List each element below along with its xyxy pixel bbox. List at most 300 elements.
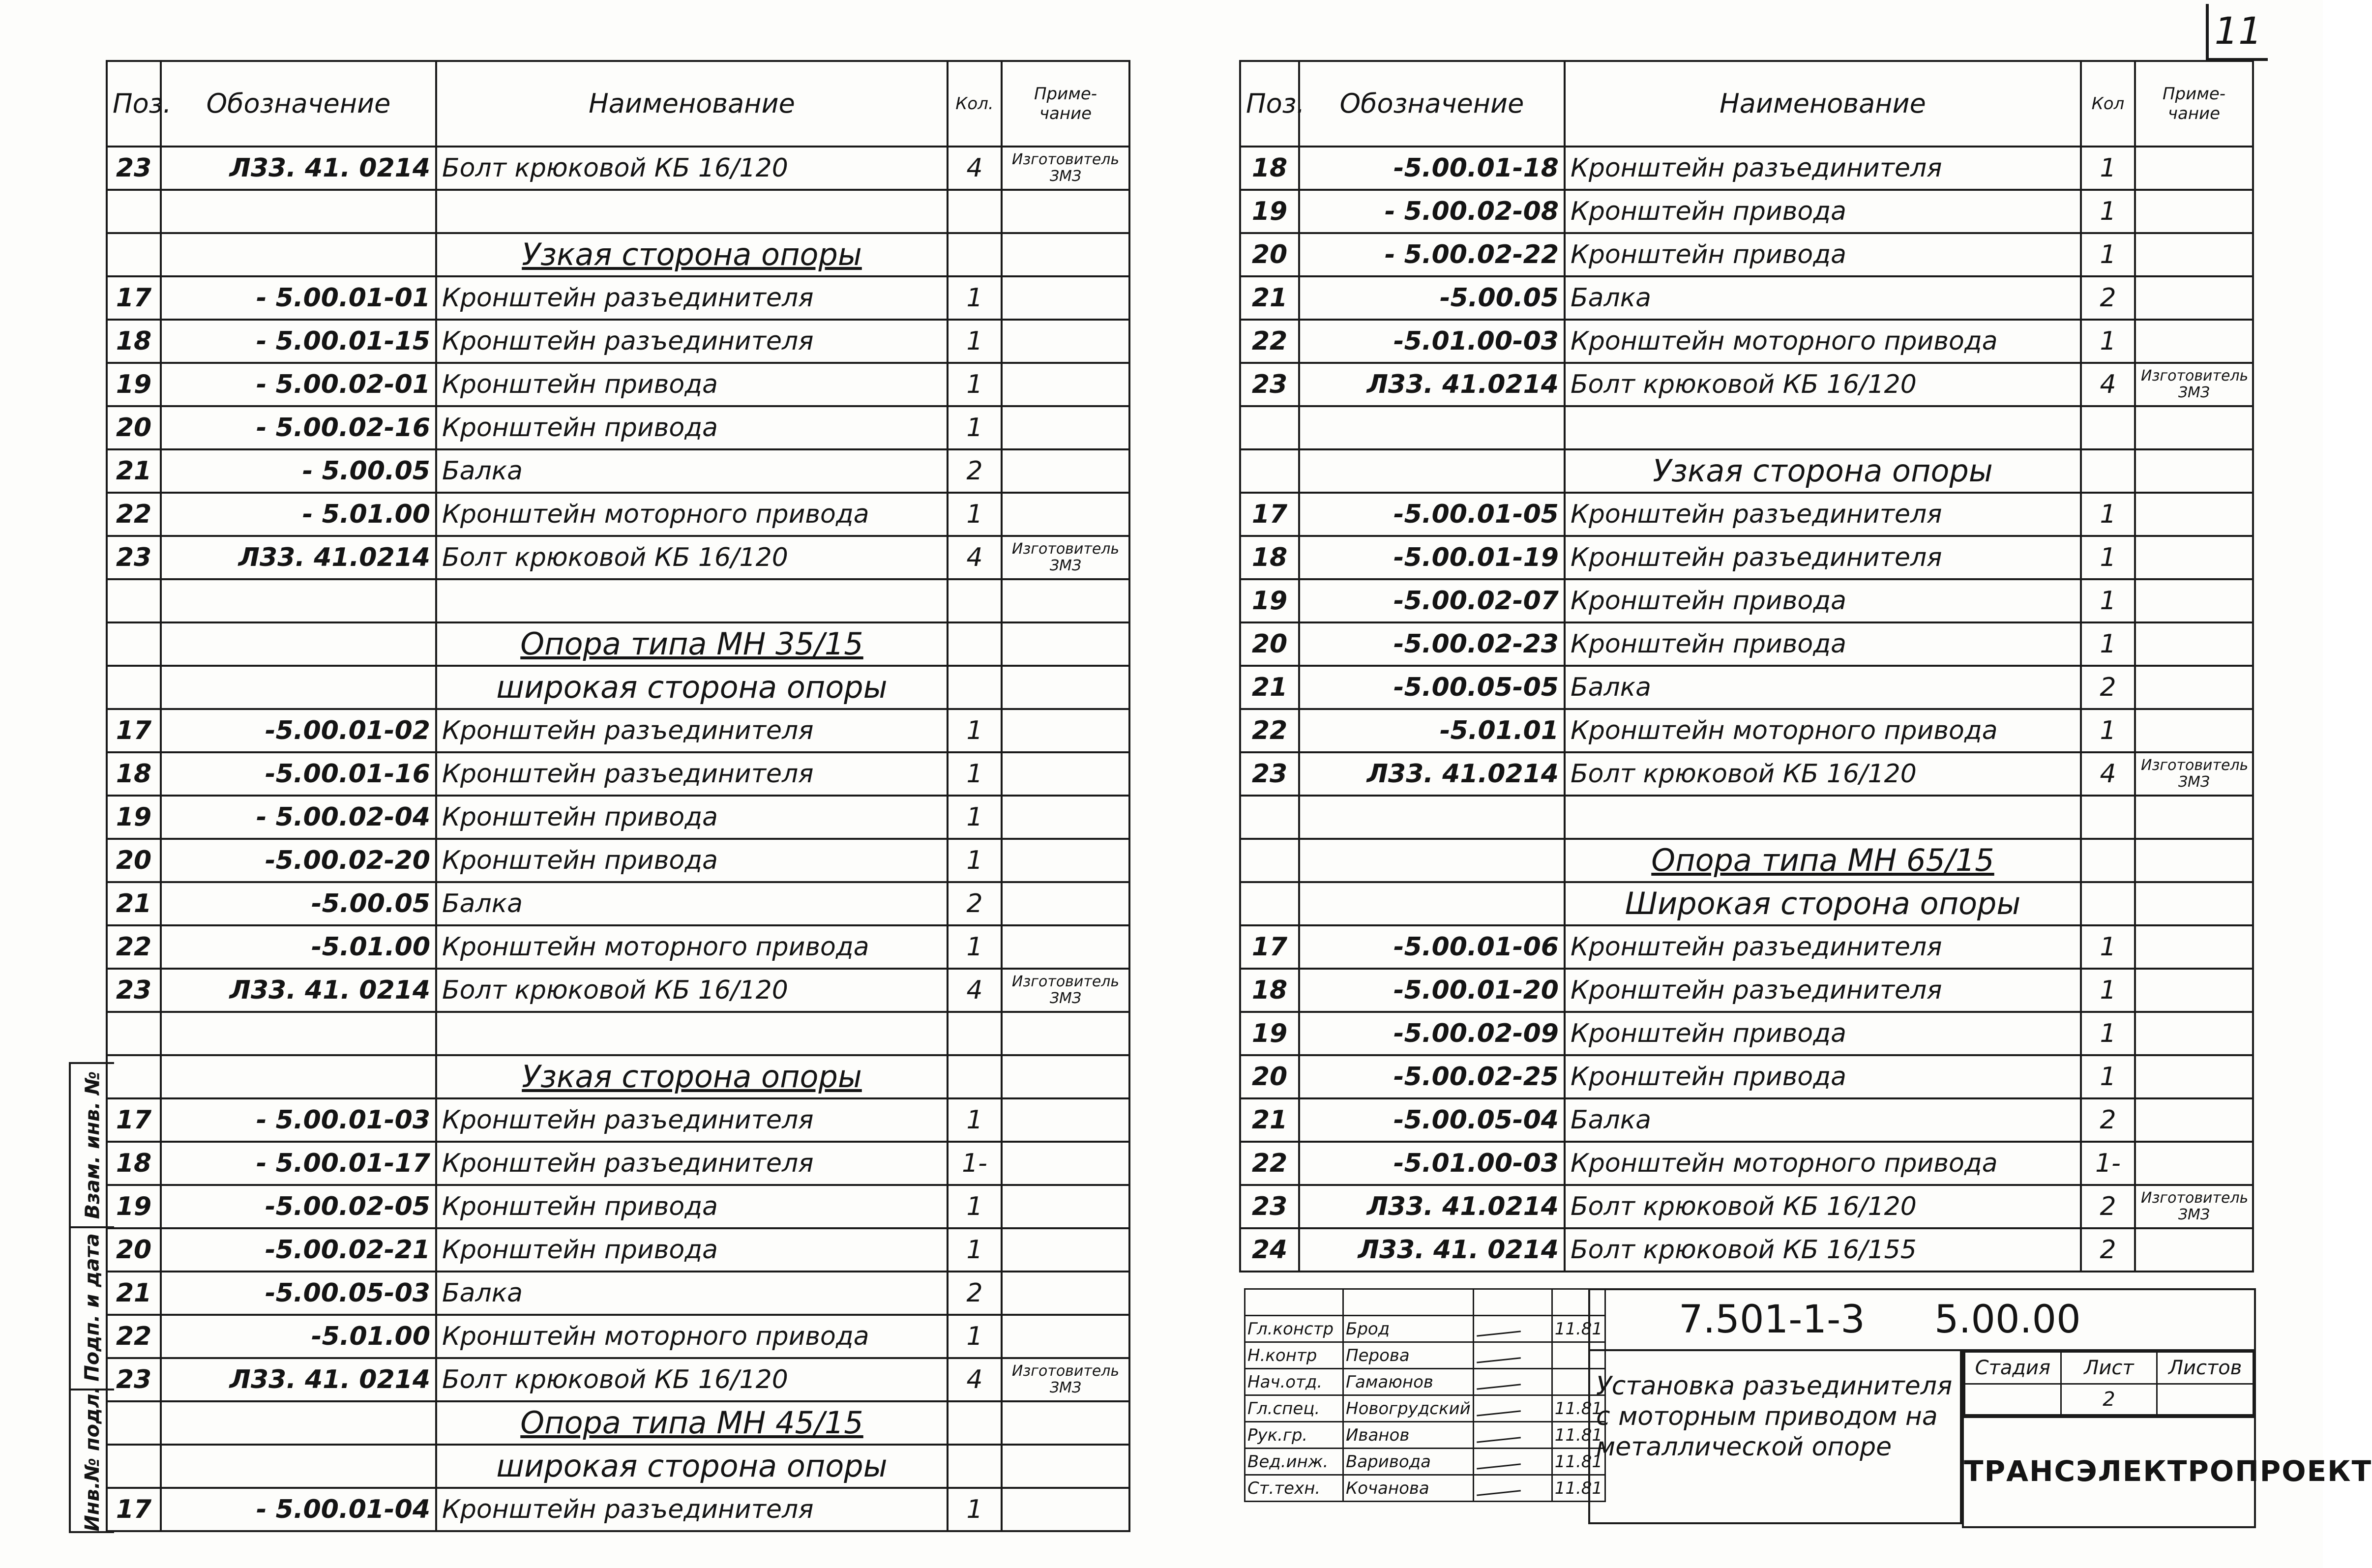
name-cell: Болт крюковой КБ 16/120 [436, 536, 948, 579]
name-cell: Кронштейн привода [1565, 233, 2081, 276]
designation-cell: -5.00.02-09 [1299, 1012, 1565, 1055]
doc-code: 5.00.00 [1934, 1298, 2081, 1342]
table-row [1240, 536, 2253, 579]
qty-cell: 1 [2081, 1012, 2135, 1055]
blank-row [107, 190, 1129, 233]
designation-cell: - 5.01.00 [161, 493, 436, 536]
qty-cell: 1 [948, 752, 1002, 796]
note-cell [1002, 1055, 1129, 1098]
note-cell [2135, 406, 2253, 449]
pos-cell: 19 [1240, 1012, 1299, 1055]
pos-cell [1240, 839, 1299, 882]
name-cell: Кронштейн моторного привода [436, 1315, 948, 1358]
name-cell: Кронштейн разъединителя [436, 1098, 948, 1142]
note-cell [1002, 1488, 1129, 1531]
designation-cell [161, 1401, 436, 1445]
note-cell [1002, 1272, 1129, 1315]
signature-date: 11.81 [1552, 1422, 1605, 1449]
qty-cell [2081, 449, 2135, 493]
signature-role: Гл.спец. [1245, 1395, 1343, 1422]
qty-cell [948, 666, 1002, 709]
designation-cell [1299, 449, 1565, 493]
pos-cell [1240, 406, 1299, 449]
name-cell: Кронштейн разъединителя [1565, 147, 2081, 190]
qty-cell [948, 1012, 1002, 1055]
table-row [1240, 147, 2253, 190]
qty-cell: 2 [2081, 1098, 2135, 1142]
note-cell [1002, 1012, 1129, 1055]
name-cell: Кронштейн привода [1565, 1012, 2081, 1055]
designation-cell: -5.00.02-07 [1299, 579, 1565, 622]
note-cell [1002, 882, 1129, 925]
designation-cell: -5.00.01-18 [1299, 147, 1565, 190]
table-row [107, 796, 1129, 839]
name-cell: Балка [1565, 1098, 2081, 1142]
note-cell [2135, 839, 2253, 882]
section-header-row [107, 1055, 1129, 1098]
spacer-cell [1245, 1289, 1343, 1316]
designation-cell: -5.00.01-05 [1299, 493, 1565, 536]
name-cell: Балка [436, 882, 948, 925]
designation-cell: - 5.00.02-01 [161, 363, 436, 406]
qty-cell: 1 [2081, 320, 2135, 363]
name-cell: Балка [1565, 276, 2081, 320]
note-cell [1002, 709, 1129, 752]
designation-cell: -5.01.00 [161, 1315, 436, 1358]
signature-row [1245, 1369, 1605, 1395]
table-row [107, 1315, 1129, 1358]
name-cell: Болт крюковой КБ 16/120 [1565, 752, 2081, 796]
stamp-cell [71, 1064, 114, 1228]
note-cell [2135, 1228, 2253, 1272]
table-row [107, 493, 1129, 536]
qty-cell: 1 [948, 1098, 1002, 1142]
designation-cell: Л33. 41. 0214 [161, 969, 436, 1012]
title-block [1244, 1288, 2372, 1524]
signature-spacer-row [1245, 1289, 1605, 1316]
name-cell: Балка [1565, 666, 2081, 709]
note-cell [2135, 1012, 2253, 1055]
designation-cell: -5.00.05-05 [1299, 666, 1565, 709]
note-cell [1002, 1098, 1129, 1142]
table-row [1240, 233, 2253, 276]
pos-cell: 23 [1240, 1185, 1299, 1228]
name-cell: Кронштейн привода [436, 839, 948, 882]
pos-cell [107, 1012, 161, 1055]
signature-role: Рук.гр. [1245, 1422, 1343, 1449]
table-row [1240, 1228, 2253, 1272]
name-cell: Кронштейн разъединителя [436, 752, 948, 796]
note-cell [1002, 579, 1129, 622]
section-title-text: Опора типа МН 65/15 [1651, 842, 1994, 878]
name-cell: Кронштейн моторного привода [436, 925, 948, 969]
pos-cell: 20 [107, 406, 161, 449]
section-title [1565, 839, 2081, 882]
designation-cell: -5.01.00 [161, 925, 436, 969]
qty-cell: 1 [948, 276, 1002, 320]
spacer-cell [1343, 1289, 1474, 1316]
designation-cell: - 5.00.01-15 [161, 320, 436, 363]
note-cell [2135, 709, 2253, 752]
table-row [1240, 1142, 2253, 1185]
col-pos-header: Поз. [1240, 61, 1299, 147]
section-title [1565, 796, 2081, 839]
pos-cell [107, 1445, 161, 1488]
designation-cell: - 5.00.02-16 [161, 406, 436, 449]
table-row [1240, 925, 2253, 969]
section-title [1565, 449, 2081, 493]
designation-cell [161, 579, 436, 622]
designation-cell: - 5.00.02-22 [1299, 233, 1565, 276]
pos-cell: 21 [107, 449, 161, 493]
name-cell: Кронштейн привода [436, 796, 948, 839]
table-row [107, 1098, 1129, 1142]
qty-cell: 4 [948, 147, 1002, 190]
section-title-text: Широкая сторона опоры [1625, 886, 2021, 921]
section-title-text: Узкая сторона опоры [522, 1059, 862, 1095]
note-cell: Изготовитель ЗМЗ [1002, 536, 1129, 579]
pos-cell: 17 [107, 709, 161, 752]
section-header-row [107, 622, 1129, 666]
col-designation-header: Обозначение [1299, 61, 1565, 147]
designation-cell [161, 1012, 436, 1055]
section-title-text: Опора типа МН 45/15 [520, 1405, 863, 1441]
qty-cell [948, 1401, 1002, 1445]
blank-row [107, 579, 1129, 622]
section-title [436, 666, 948, 709]
name-cell: Кронштейн разъединителя [436, 1142, 948, 1185]
note-cell [1002, 449, 1129, 493]
blank-row [1240, 406, 2253, 449]
signature-mark [1473, 1342, 1552, 1369]
designation-cell: - 5.00.02-08 [1299, 190, 1565, 233]
qty-cell: 4 [948, 969, 1002, 1012]
section-title-text: Опора типа МН 35/15 [520, 626, 863, 662]
note-cell [1002, 1228, 1129, 1272]
qty-cell: 1 [2081, 1055, 2135, 1098]
col-qty-header: Кол [2081, 61, 2135, 147]
designation-cell: -5.00.02-21 [161, 1228, 436, 1272]
table-row [107, 276, 1129, 320]
designation-cell [1299, 796, 1565, 839]
table-header [1240, 61, 2253, 147]
pos-cell: 23 [107, 147, 161, 190]
qty-cell [2081, 406, 2135, 449]
pos-cell: 19 [107, 796, 161, 839]
signature-row [1245, 1316, 1605, 1342]
pos-cell: 18 [1240, 536, 1299, 579]
table-row [107, 1228, 1129, 1272]
note-cell [1002, 276, 1129, 320]
designation-cell: -5.00.01-02 [161, 709, 436, 752]
signature-role: Гл.констр [1245, 1316, 1343, 1342]
designation-cell: -5.00.01-16 [161, 752, 436, 796]
section-title [436, 233, 948, 276]
table-row [1240, 709, 2253, 752]
spacer-cell [1473, 1289, 1552, 1316]
table-row [107, 969, 1129, 1012]
qty-cell: 1 [2081, 233, 2135, 276]
note-cell [1002, 1185, 1129, 1228]
pos-cell: 22 [1240, 709, 1299, 752]
note-cell [2135, 579, 2253, 622]
pos-cell: 17 [107, 1488, 161, 1531]
name-cell: Кронштейн привода [436, 406, 948, 449]
signature-date: 11.81 [1552, 1475, 1605, 1502]
qty-cell [948, 1445, 1002, 1488]
qty-cell: 1 [2081, 709, 2135, 752]
stage-value [1965, 1384, 2061, 1416]
qty-cell: 1- [948, 1142, 1002, 1185]
title-line: металлической опоре [1596, 1432, 1892, 1462]
handwritten-signature-icon [1476, 1347, 1521, 1363]
note-cell [2135, 233, 2253, 276]
qty-cell: 2 [948, 882, 1002, 925]
designation-cell: Л33. 41. 0214 [161, 1358, 436, 1401]
signature-mark [1473, 1475, 1552, 1502]
note-cell [1002, 796, 1129, 839]
pos-cell [1240, 449, 1299, 493]
note-cell [2135, 320, 2253, 363]
pos-cell: 21 [107, 1272, 161, 1315]
pos-cell: 19 [107, 363, 161, 406]
name-cell: Кронштейн разъединителя [1565, 493, 2081, 536]
sheet-number: 11 [2206, 4, 2268, 61]
pos-cell: 24 [1240, 1228, 1299, 1272]
handwritten-signature-icon [1476, 1400, 1521, 1416]
name-cell: Кронштейн привода [436, 363, 948, 406]
note-cell [2135, 1098, 2253, 1142]
left-spec-table [106, 60, 1130, 1532]
note-cell [2135, 276, 2253, 320]
qty-cell: 4 [2081, 752, 2135, 796]
right-spec-table [1239, 60, 2254, 1272]
designation-cell: -5.01.00-03 [1299, 320, 1565, 363]
section-title-text: Узкая сторона опоры [522, 237, 862, 272]
table-row [1240, 1185, 2253, 1228]
name-cell: Кронштейн разъединителя [1565, 536, 2081, 579]
designation-cell: -5.01.01 [1299, 709, 1565, 752]
signature-rows [1245, 1289, 1605, 1502]
name-cell: Кронштейн разъединителя [1565, 925, 2081, 969]
designation-cell [161, 1055, 436, 1098]
designation-cell: -5.00.05 [161, 882, 436, 925]
left-spec-body [107, 61, 1129, 1531]
table-row [1240, 666, 2253, 709]
qty-cell: 1 [948, 839, 1002, 882]
pos-cell [107, 233, 161, 276]
pos-cell: 17 [107, 1098, 161, 1142]
note-cell [2135, 925, 2253, 969]
qty-cell: 1- [2081, 1142, 2135, 1185]
signature-name: Новогрудский [1343, 1395, 1474, 1422]
qty-cell [2081, 796, 2135, 839]
qty-cell: 1 [948, 796, 1002, 839]
designation-cell [161, 1445, 436, 1488]
name-cell: Кронштейн разъединителя [436, 1488, 948, 1531]
note-cell [1002, 320, 1129, 363]
pos-cell: 20 [1240, 1055, 1299, 1098]
signature-name: Гамаюнов [1343, 1369, 1474, 1395]
note-cell: Изготовитель ЗМЗ [1002, 147, 1129, 190]
note-cell [2135, 969, 2253, 1012]
qty-cell: 2 [2081, 1228, 2135, 1272]
table-row [107, 709, 1129, 752]
handwritten-signature-icon [1476, 1453, 1521, 1469]
title-line: Установка разъединителя [1596, 1371, 1953, 1401]
signature-date: 11.81 [1552, 1316, 1605, 1342]
name-cell: Кронштейн разъединителя [436, 320, 948, 363]
title-line: с моторным приводом на [1596, 1402, 1938, 1431]
pos-cell [1240, 796, 1299, 839]
signature-row [1245, 1395, 1605, 1422]
table-row [1240, 276, 2253, 320]
pos-cell [107, 1055, 161, 1098]
name-cell: Кронштейн привода [436, 1185, 948, 1228]
section-title [436, 1055, 948, 1098]
note-cell [2135, 536, 2253, 579]
signature-row [1245, 1422, 1605, 1449]
sheets-value [2157, 1384, 2253, 1416]
pos-cell: 19 [1240, 190, 1299, 233]
note-cell [1002, 839, 1129, 882]
document-title [1588, 1349, 1962, 1524]
qty-cell: 1 [2081, 579, 2135, 622]
signature-role: Н.контр [1245, 1342, 1343, 1369]
pos-cell: 18 [107, 320, 161, 363]
pos-cell: 22 [107, 1315, 161, 1358]
handwritten-signature-icon [1476, 1321, 1521, 1336]
designation-cell: -5.00.01-06 [1299, 925, 1565, 969]
pos-cell: 21 [107, 882, 161, 925]
designation-cell: -5.00.01-20 [1299, 969, 1565, 1012]
name-cell: Кронштейн разъединителя [1565, 969, 2081, 1012]
name-cell: Кронштейн привода [1565, 1055, 2081, 1098]
qty-cell: 1 [948, 493, 1002, 536]
pos-cell: 19 [1240, 579, 1299, 622]
pos-cell: 23 [107, 536, 161, 579]
stamp-cell [71, 1226, 114, 1390]
col-name-header: Наименование [436, 61, 948, 147]
pos-cell: 18 [1240, 147, 1299, 190]
pos-cell: 22 [107, 493, 161, 536]
table-row [1240, 752, 2253, 796]
col-pos-header: Поз. [107, 61, 161, 147]
table-row [107, 752, 1129, 796]
note-cell [2135, 622, 2253, 666]
pos-cell: 23 [107, 1358, 161, 1401]
note-cell: Изготовитель ЗМЗ [1002, 969, 1129, 1012]
qty-cell: 2 [948, 449, 1002, 493]
table-row [1240, 969, 2253, 1012]
pos-cell: 21 [1240, 666, 1299, 709]
pos-cell: 22 [1240, 320, 1299, 363]
designation-cell: Л33. 41.0214 [1299, 363, 1565, 406]
signature-name: Варивода [1343, 1449, 1474, 1475]
pos-cell: 23 [107, 969, 161, 1012]
signature-mark [1473, 1395, 1552, 1422]
blank-row [107, 1012, 1129, 1055]
section-title [1565, 882, 2081, 925]
qty-cell: 4 [2081, 363, 2135, 406]
name-cell: Кронштейн моторного привода [1565, 1142, 2081, 1185]
name-cell: Кронштейн разъединителя [436, 709, 948, 752]
pos-cell [107, 579, 161, 622]
qty-cell [948, 233, 1002, 276]
qty-cell: 1 [948, 1315, 1002, 1358]
designation-cell: - 5.00.01-17 [161, 1142, 436, 1185]
signature-mark [1473, 1422, 1552, 1449]
qty-cell [948, 579, 1002, 622]
note-cell [1002, 1401, 1129, 1445]
signature-name: Иванов [1343, 1422, 1474, 1449]
qty-cell: 1 [948, 1488, 1002, 1531]
designation-cell: -5.00.02-05 [161, 1185, 436, 1228]
blank-row [1240, 796, 2253, 839]
handwritten-signature-icon [1476, 1427, 1521, 1443]
signature-grid [1244, 1288, 1606, 1502]
pos-cell: 22 [1240, 1142, 1299, 1185]
table-row [1240, 1055, 2253, 1098]
table-row [107, 406, 1129, 449]
sheet-label: Лист [2061, 1352, 2157, 1384]
table-row [107, 147, 1129, 190]
name-cell: Кронштейн разъединителя [436, 276, 948, 320]
section-title [436, 190, 948, 233]
table-row [1240, 363, 2253, 406]
table-row [1240, 622, 2253, 666]
pos-cell [107, 622, 161, 666]
note-cell: Изготовитель ЗМЗ [2135, 1185, 2253, 1228]
section-header-row [107, 1401, 1129, 1445]
table-row [1240, 1098, 2253, 1142]
designation-cell [1299, 882, 1565, 925]
signature-name: Брод [1343, 1316, 1474, 1342]
qty-cell: 1 [948, 406, 1002, 449]
section-title [436, 1012, 948, 1055]
signature-name: Кочанова [1343, 1475, 1474, 1502]
designation-cell: -5.00.01-19 [1299, 536, 1565, 579]
note-cell [2135, 147, 2253, 190]
note-cell [1002, 666, 1129, 709]
note-cell [2135, 666, 2253, 709]
pos-cell: 23 [1240, 752, 1299, 796]
name-cell: Болт крюковой КБ 16/155 [1565, 1228, 2081, 1272]
qty-cell: 2 [948, 1272, 1002, 1315]
stamp-label: Инв.№ подл. [81, 1386, 104, 1532]
designation-cell: Л33. 41. 0214 [1299, 1228, 1565, 1272]
qty-cell: 2 [2081, 1185, 2135, 1228]
signature-row [1245, 1475, 1605, 1502]
note-cell [2135, 190, 2253, 233]
qty-cell [2081, 839, 2135, 882]
signature-name: Перова [1343, 1342, 1474, 1369]
note-cell [1002, 925, 1129, 969]
signature-role: Ст.техн. [1245, 1475, 1343, 1502]
doc-series: 7.501-1-3 [1679, 1298, 1865, 1342]
note-cell: Изготовитель ЗМЗ [1002, 1358, 1129, 1401]
designation-cell: -5.01.00-03 [1299, 1142, 1565, 1185]
pos-cell: 18 [107, 1142, 161, 1185]
designation-cell [161, 666, 436, 709]
col-qty-header: Кол. [948, 61, 1002, 147]
designation-cell: -5.00.02-23 [1299, 622, 1565, 666]
qty-cell: 1 [2081, 969, 2135, 1012]
table-row [107, 1488, 1129, 1531]
pos-cell [107, 1401, 161, 1445]
table-row [1240, 579, 2253, 622]
designation-cell: -5.00.05-03 [161, 1272, 436, 1315]
